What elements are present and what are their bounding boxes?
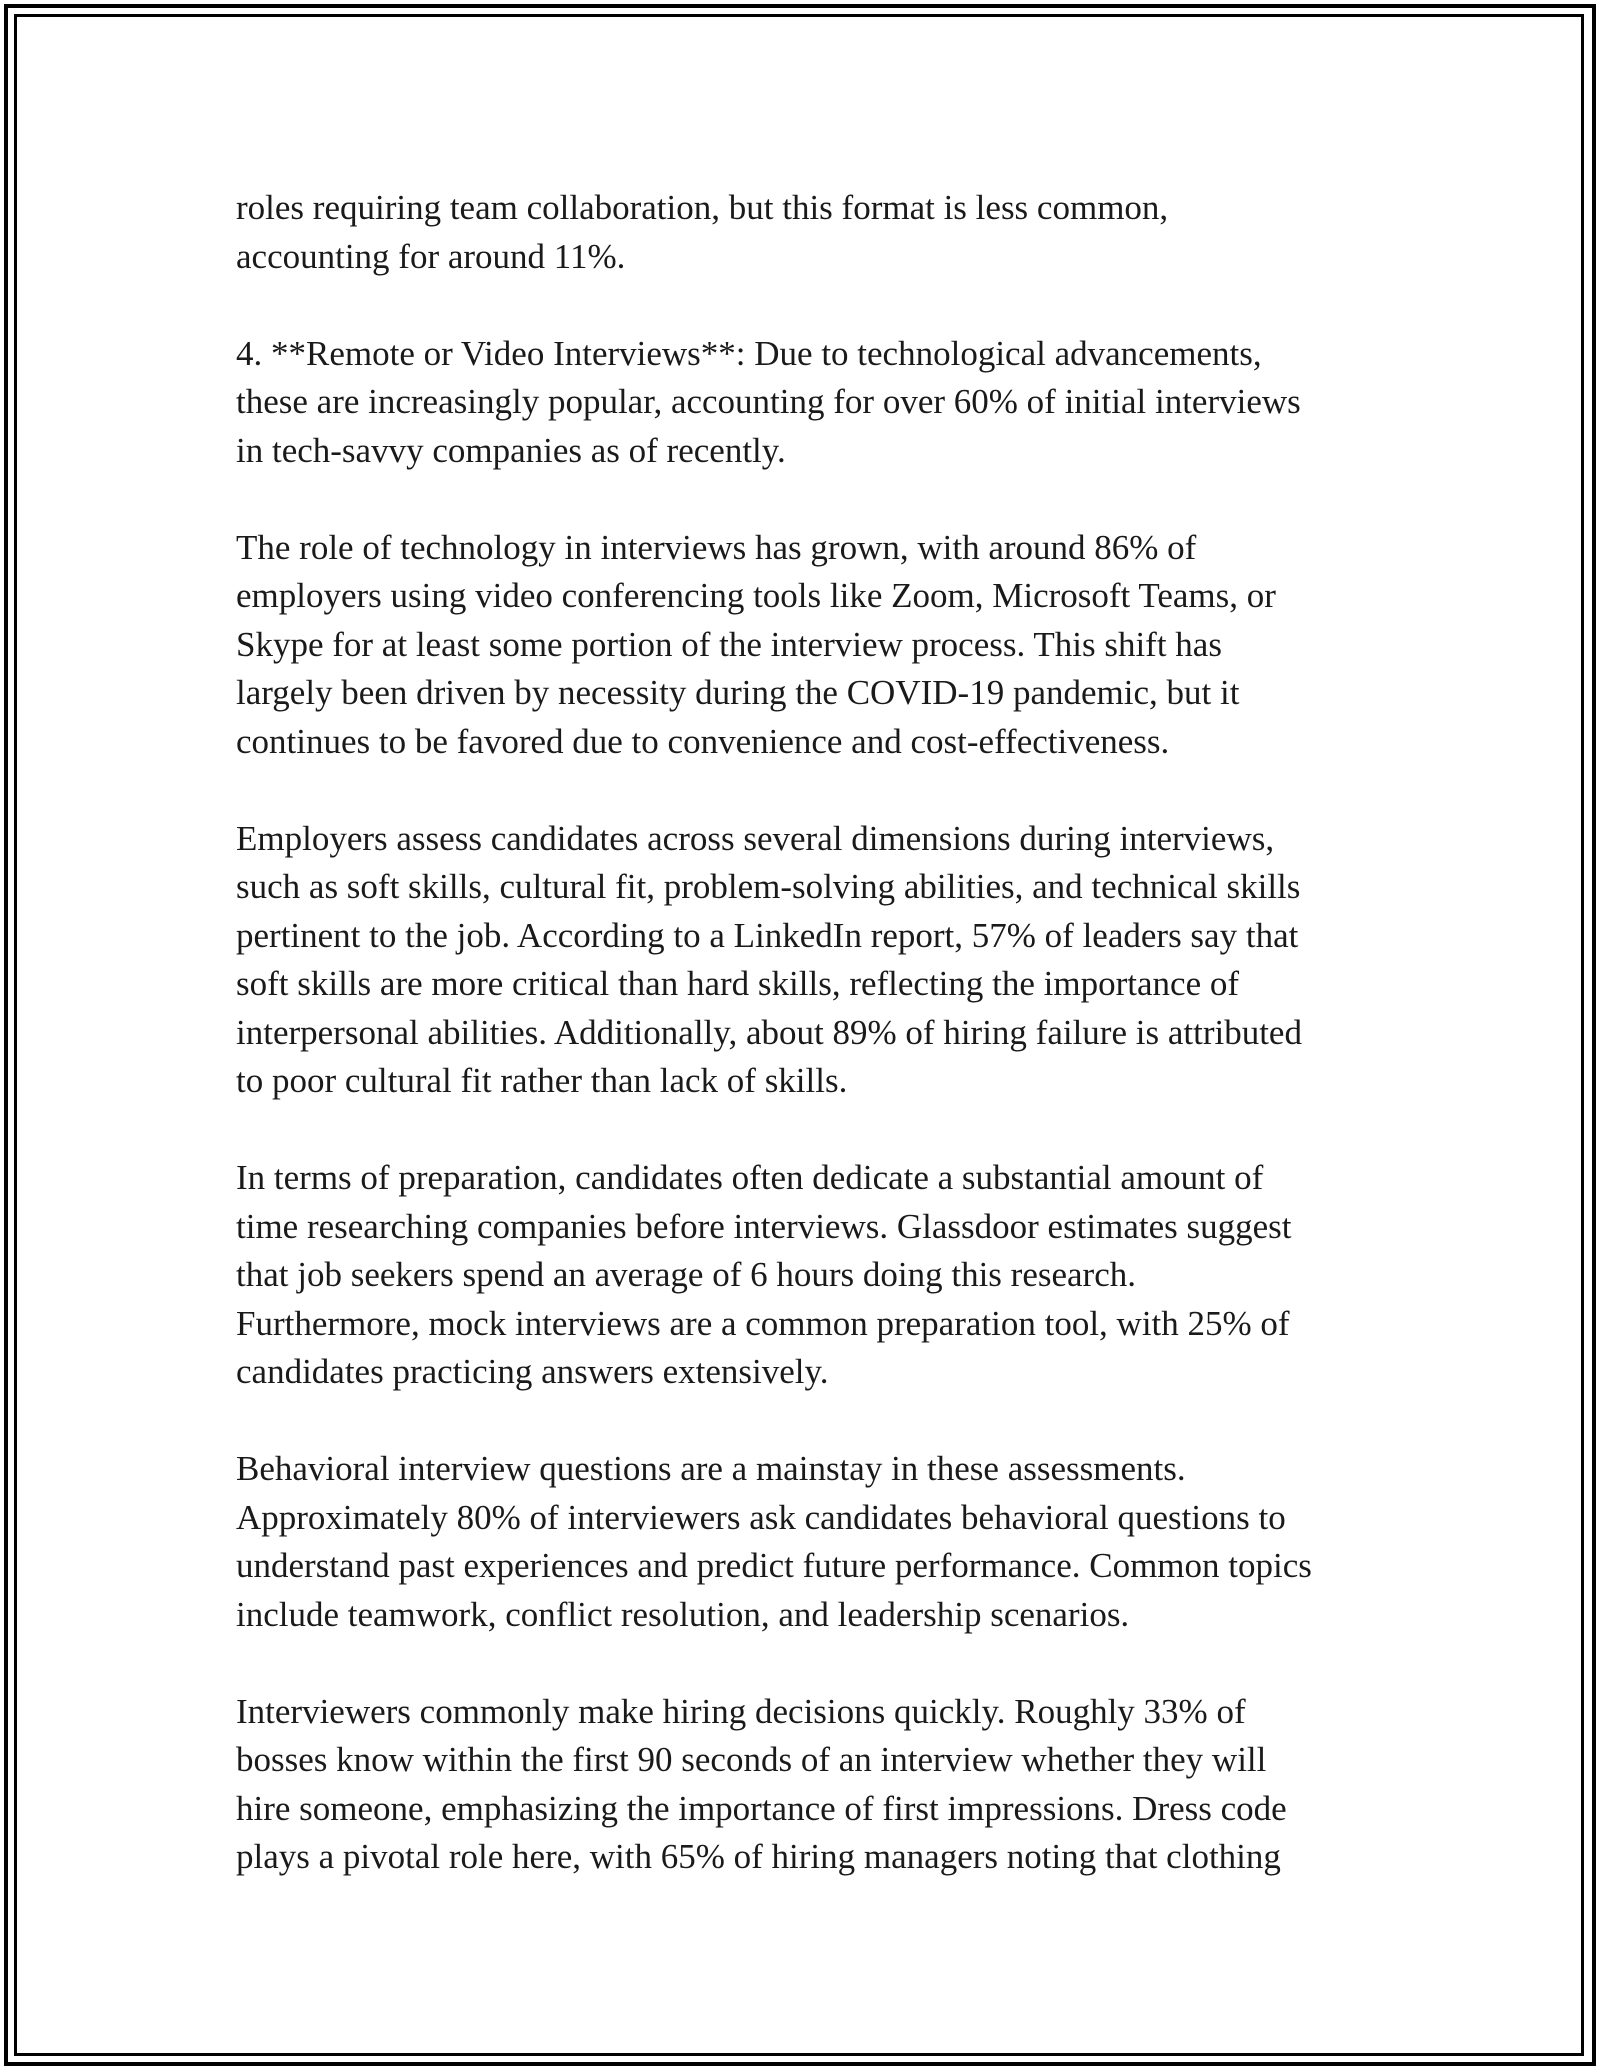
text-line: such as soft skills, cultural fit, problem-solving abilities, and technical skills <box>236 867 1301 906</box>
text-line: these are increasingly popular, accounting for over 60% of initial interviews <box>236 382 1301 421</box>
text-line: hire someone, emphasizing the importance of first impressions. Dress code <box>236 1788 1287 1828</box>
text-line: bosses know within the first 90 seconds of an interview whether they will <box>236 1740 1267 1779</box>
paragraph <box>236 1688 1386 1882</box>
text-line: continues to be favored due to convenience and cost-effectiveness. <box>236 721 1170 761</box>
text-line: The role of technology in interviews has grown, with around 86% of <box>236 527 1197 567</box>
text-line: in tech-savvy companies as of recently. <box>236 430 786 470</box>
paragraph <box>236 1154 1386 1397</box>
text-line: interpersonal abilities. Additionally, about 89% of hiring failure is attributed <box>236 1012 1302 1052</box>
text-line: soft skills are more critical than hard skills, reflecting the importance of <box>236 964 1240 1003</box>
text-line: understand past experiences and predict future performance. Common topics <box>236 1546 1312 1585</box>
text-line: include teamwork, conflict resolution, and leadership scenarios. <box>236 1594 1130 1634</box>
paragraph <box>236 184 1386 281</box>
paragraph <box>236 330 1386 476</box>
text-line: Skype for at least some portion of the interview process. This shift has <box>236 624 1222 664</box>
text-line: largely been driven by necessity during the COVID-19 pandemic, but it <box>236 673 1240 712</box>
text-line: Furthermore, mock interviews are a common preparation tool, with 25% of <box>236 1303 1290 1343</box>
text-line: 4. **Remote or Video Interviews**: Due to technological advancements, <box>236 333 1262 373</box>
text-line: plays a pivotal role here, with 65% of hiring managers noting that clothing <box>236 1837 1281 1876</box>
text-line: time researching companies before interviews. Glassdoor estimates suggest <box>236 1206 1292 1246</box>
paragraph <box>236 815 1386 1106</box>
paragraph <box>236 1445 1386 1639</box>
text-line: In terms of preparation, candidates often dedicate a substantial amount of <box>236 1158 1264 1197</box>
text-line: accounting for around 11%. <box>236 236 626 276</box>
text-line: that job seekers spend an average of 6 hours doing this research. <box>236 1255 1136 1294</box>
paragraph <box>236 524 1386 767</box>
document-body <box>236 184 1386 1930</box>
text-line: to poor cultural fit rather than lack of skills. <box>236 1061 848 1100</box>
text-line: employers using video conferencing tools like Zoom, Microsoft Teams, or <box>236 576 1276 615</box>
text-line: candidates practicing answers extensively. <box>236 1352 829 1391</box>
text-line: roles requiring team collaboration, but this format is less common, <box>236 188 1169 227</box>
text-line: Approximately 80% of interviewers ask candidates behavioral questions to <box>236 1497 1286 1537</box>
text-line: Employers assess candidates across several dimensions during interviews, <box>236 818 1275 858</box>
text-line: Interviewers commonly make hiring decisions quickly. Roughly 33% of <box>236 1691 1246 1731</box>
text-line: Behavioral interview questions are a mainstay in these assessments. <box>236 1449 1186 1488</box>
text-line: pertinent to the job. According to a LinkedIn report, 57% of leaders say that <box>236 915 1299 955</box>
